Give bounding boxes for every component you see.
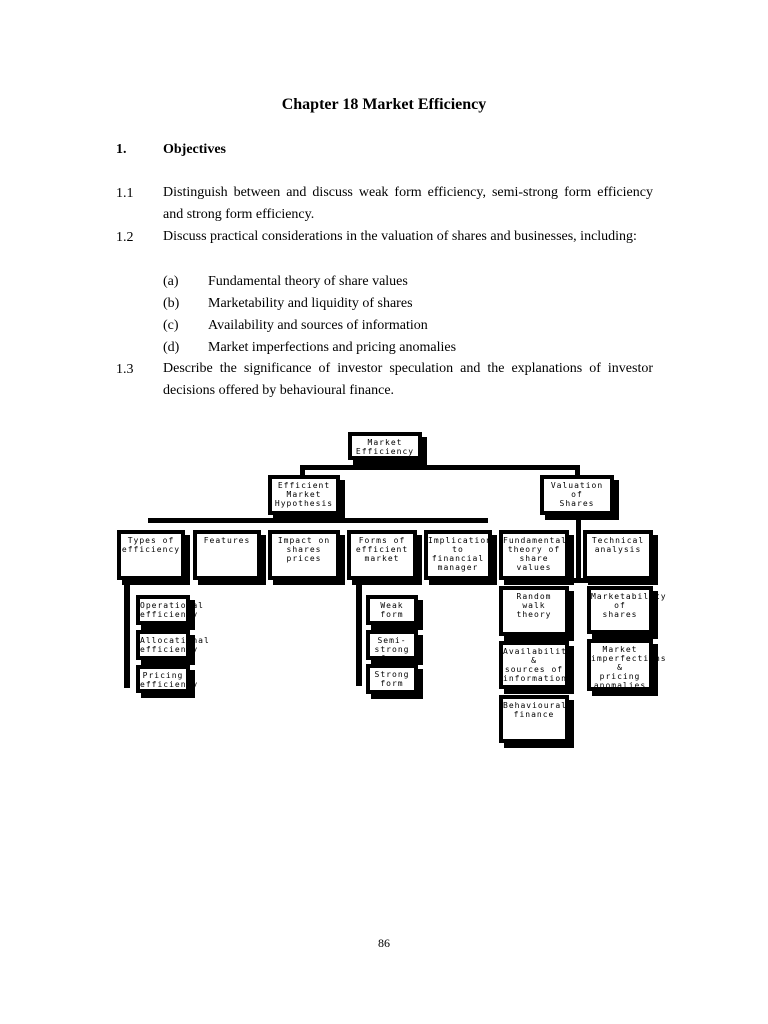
node-forms-of-efficient-market: Forms of efficient market bbox=[347, 530, 417, 580]
node-fundamental-theory: Fundamental theory of share values bbox=[499, 530, 569, 580]
node-market-efficiency: Market Efficiency bbox=[348, 432, 422, 460]
objective-number: 1.3 bbox=[116, 362, 134, 377]
node-strong-form: Strong form bbox=[366, 664, 418, 694]
sub-item-text: Fundamental theory of share values bbox=[208, 274, 408, 289]
connector-line bbox=[576, 516, 581, 580]
node-features: Features bbox=[193, 530, 261, 580]
connector-line bbox=[300, 465, 580, 470]
node-behavioural-finance: Behavioural finance bbox=[499, 695, 569, 743]
node-allocational-efficiency: Allocational efficiency bbox=[136, 630, 190, 660]
sub-item-letter: (d) bbox=[163, 340, 180, 355]
sub-item-text: Market imperfections and pricing anomalies bbox=[208, 340, 457, 355]
objective-text: Describe the significance of investor speculation and the explanations of investor decisions offered by behavioural finance. bbox=[163, 361, 653, 398]
sub-item-text: Availability and sources of information bbox=[208, 318, 428, 333]
sub-item-letter: (b) bbox=[163, 296, 180, 311]
page-number: 86 bbox=[378, 936, 390, 950]
node-marketability-of-shares: Marketability of shares bbox=[587, 586, 653, 634]
node-random-walk-theory: Random walk theory bbox=[499, 586, 569, 636]
sub-item-letter: (c) bbox=[163, 318, 179, 333]
node-semi-strong-form: Semi-strong form bbox=[366, 630, 418, 660]
node-operational-efficiency: Operational efficiency bbox=[136, 595, 190, 625]
objective-text: Discuss practical considerations in the valuation of shares and businesses, including: bbox=[163, 229, 637, 244]
connector-line bbox=[356, 578, 362, 686]
node-efficient-market-hypothesis: Efficient Market Hypothesis bbox=[268, 475, 340, 515]
objective-number: 1.1 bbox=[116, 186, 134, 201]
node-weak-form: Weak form bbox=[366, 595, 418, 625]
objective-number: 1.2 bbox=[116, 230, 134, 245]
objective-text: Distinguish between and discuss weak form efficiency, semi-strong form efficiency and strong form efficiency. bbox=[163, 185, 653, 222]
node-pricing-efficiency: Pricing efficiency bbox=[136, 665, 190, 693]
connector-line bbox=[148, 518, 488, 523]
node-impact-on-shares-prices: Impact on shares prices bbox=[268, 530, 340, 580]
node-implication-to-financial-manager: Implication to financial manager bbox=[424, 530, 492, 580]
page-title: Chapter 18 Market Efficiency bbox=[281, 96, 487, 113]
connector-line bbox=[124, 578, 130, 688]
sub-item-letter: (a) bbox=[163, 274, 179, 289]
node-market-imperfections: Market imperfections & pricing anomalies bbox=[587, 639, 653, 691]
node-valuation-of-shares: Valuation of Shares bbox=[540, 475, 614, 515]
section-number: 1. bbox=[116, 142, 127, 157]
sub-item-text: Marketability and liquidity of shares bbox=[208, 296, 413, 311]
node-availability-sources: Availability & sources of information bbox=[499, 641, 569, 689]
node-types-of-efficiency: Types of efficiency bbox=[117, 530, 185, 580]
section-title: Objectives bbox=[163, 142, 226, 157]
node-technical-analysis: Technical analysis bbox=[583, 530, 653, 580]
